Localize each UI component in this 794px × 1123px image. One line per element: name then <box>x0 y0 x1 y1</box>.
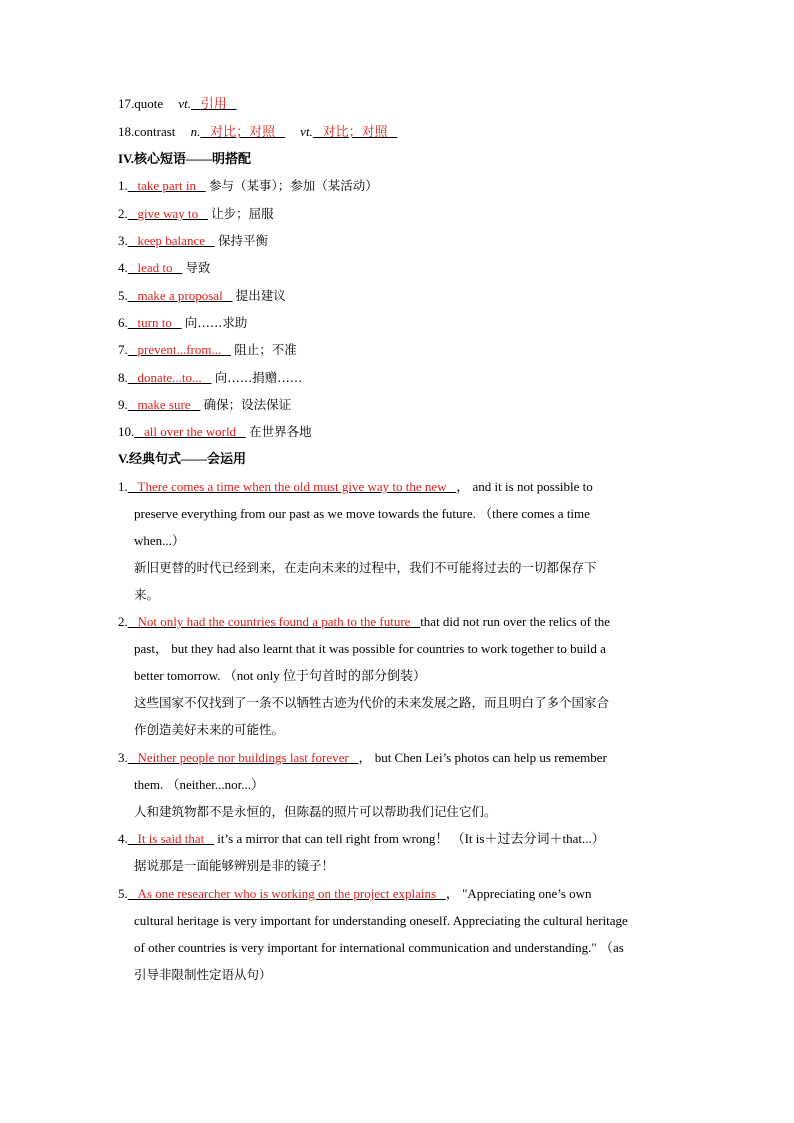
phrase-item: 8. donate...to... 向……捐赠…… <box>118 370 303 385</box>
item-number: 18. <box>118 124 135 139</box>
sentence-text: preserve everything from our past as we move towards the future. （there comes a time <box>134 506 590 521</box>
sentence-item: 5. As one researcher who is working on the project explains ， "Appreciating one’s own <box>118 886 592 901</box>
answer-blank: 对比；对照 <box>322 124 388 139</box>
phrase-item: 6. turn to 向……求助 <box>118 315 248 330</box>
phrase-item: 10. all over the world 在世界各地 <box>118 424 312 439</box>
section-heading-phrases: IV.核心短语——明搭配 <box>118 151 252 166</box>
answer-blank: 引用 <box>200 96 227 111</box>
part-of-speech: n. <box>190 124 201 139</box>
vocab-word: quote <box>134 96 164 111</box>
sentence-translation: 作创造美好未来的可能性。 <box>134 722 285 737</box>
phrase-item: 9. make sure 确保；设法保证 <box>118 397 292 412</box>
answer-blank: 对比；对照 <box>210 124 276 139</box>
vocab-word: contrast <box>134 124 176 139</box>
phrase-item: 4. lead to 导致 <box>118 260 211 275</box>
vocab-item-18 <box>118 124 397 140</box>
section-heading-sentences: V.经典句式——会运用 <box>118 451 246 466</box>
sentence-translation: 据说那是一面能够辨别是非的镜子！ <box>134 858 335 873</box>
sentence-translation: 人和建筑物都不是永恒的，但陈磊的照片可以帮助我们记住它们。 <box>134 804 497 819</box>
sentence-item: 4. It is said that it’s a mirror that can tell right from wrong！ （It is＋过去分词＋that...） <box>118 831 605 846</box>
sentence-text: them. （neither...nor...） <box>134 777 264 792</box>
vocab-item-17 <box>118 96 237 112</box>
sentence-text: of other countries is very important for international communication and understanding." （as <box>134 940 624 955</box>
sentence-text: cultural heritage is very important for understanding oneself. Appreciating the cultural heritage <box>134 913 628 928</box>
sentence-translation: 新旧更替的时代已经到来，在走向未来的过程中，我们不可能将过去的一切都保存下 <box>134 560 597 575</box>
sentence-item: 1. There comes a time when the old must give way to the new ， and it is not possible to <box>118 479 593 494</box>
sentence-text: past， but they had also learnt that it was possible for countries to work together to build a <box>134 641 606 656</box>
phrase-item: 1. take part in 参与（某事）；参加（某活动） <box>118 178 378 193</box>
item-number: 17. <box>118 96 135 111</box>
sentence-item: 2. Not only had the countries found a path to the future that did not run over the relics of the <box>118 614 611 629</box>
phrase-item: 5. make a proposal 提出建议 <box>118 288 286 303</box>
sentence-translation: 来。 <box>134 587 160 602</box>
sentence-text: better tomorrow. （not only 位于句首时的部分倒装） <box>134 668 426 683</box>
part-of-speech: vt. <box>300 124 313 139</box>
sentence-text: when...） <box>134 533 185 548</box>
sentence-translation: 这些国家不仅找到了一条不以牺牲古迹为代价的未来发展之路，而且明白了多个国家合 <box>134 695 610 710</box>
phrase-item: 3. keep balance 保持平衡 <box>118 233 268 248</box>
sentence-item: 3. Neither people nor buildings last forever ， but Chen Lei’s photos can help us remember <box>118 750 607 765</box>
part-of-speech: vt. <box>178 96 192 111</box>
phrase-item: 2. give way to 让步；屈服 <box>118 206 274 221</box>
phrase-item: 7. prevent...from... 阻止；不准 <box>118 342 297 357</box>
sentence-text: 引导非限制性定语从句） <box>134 967 272 982</box>
